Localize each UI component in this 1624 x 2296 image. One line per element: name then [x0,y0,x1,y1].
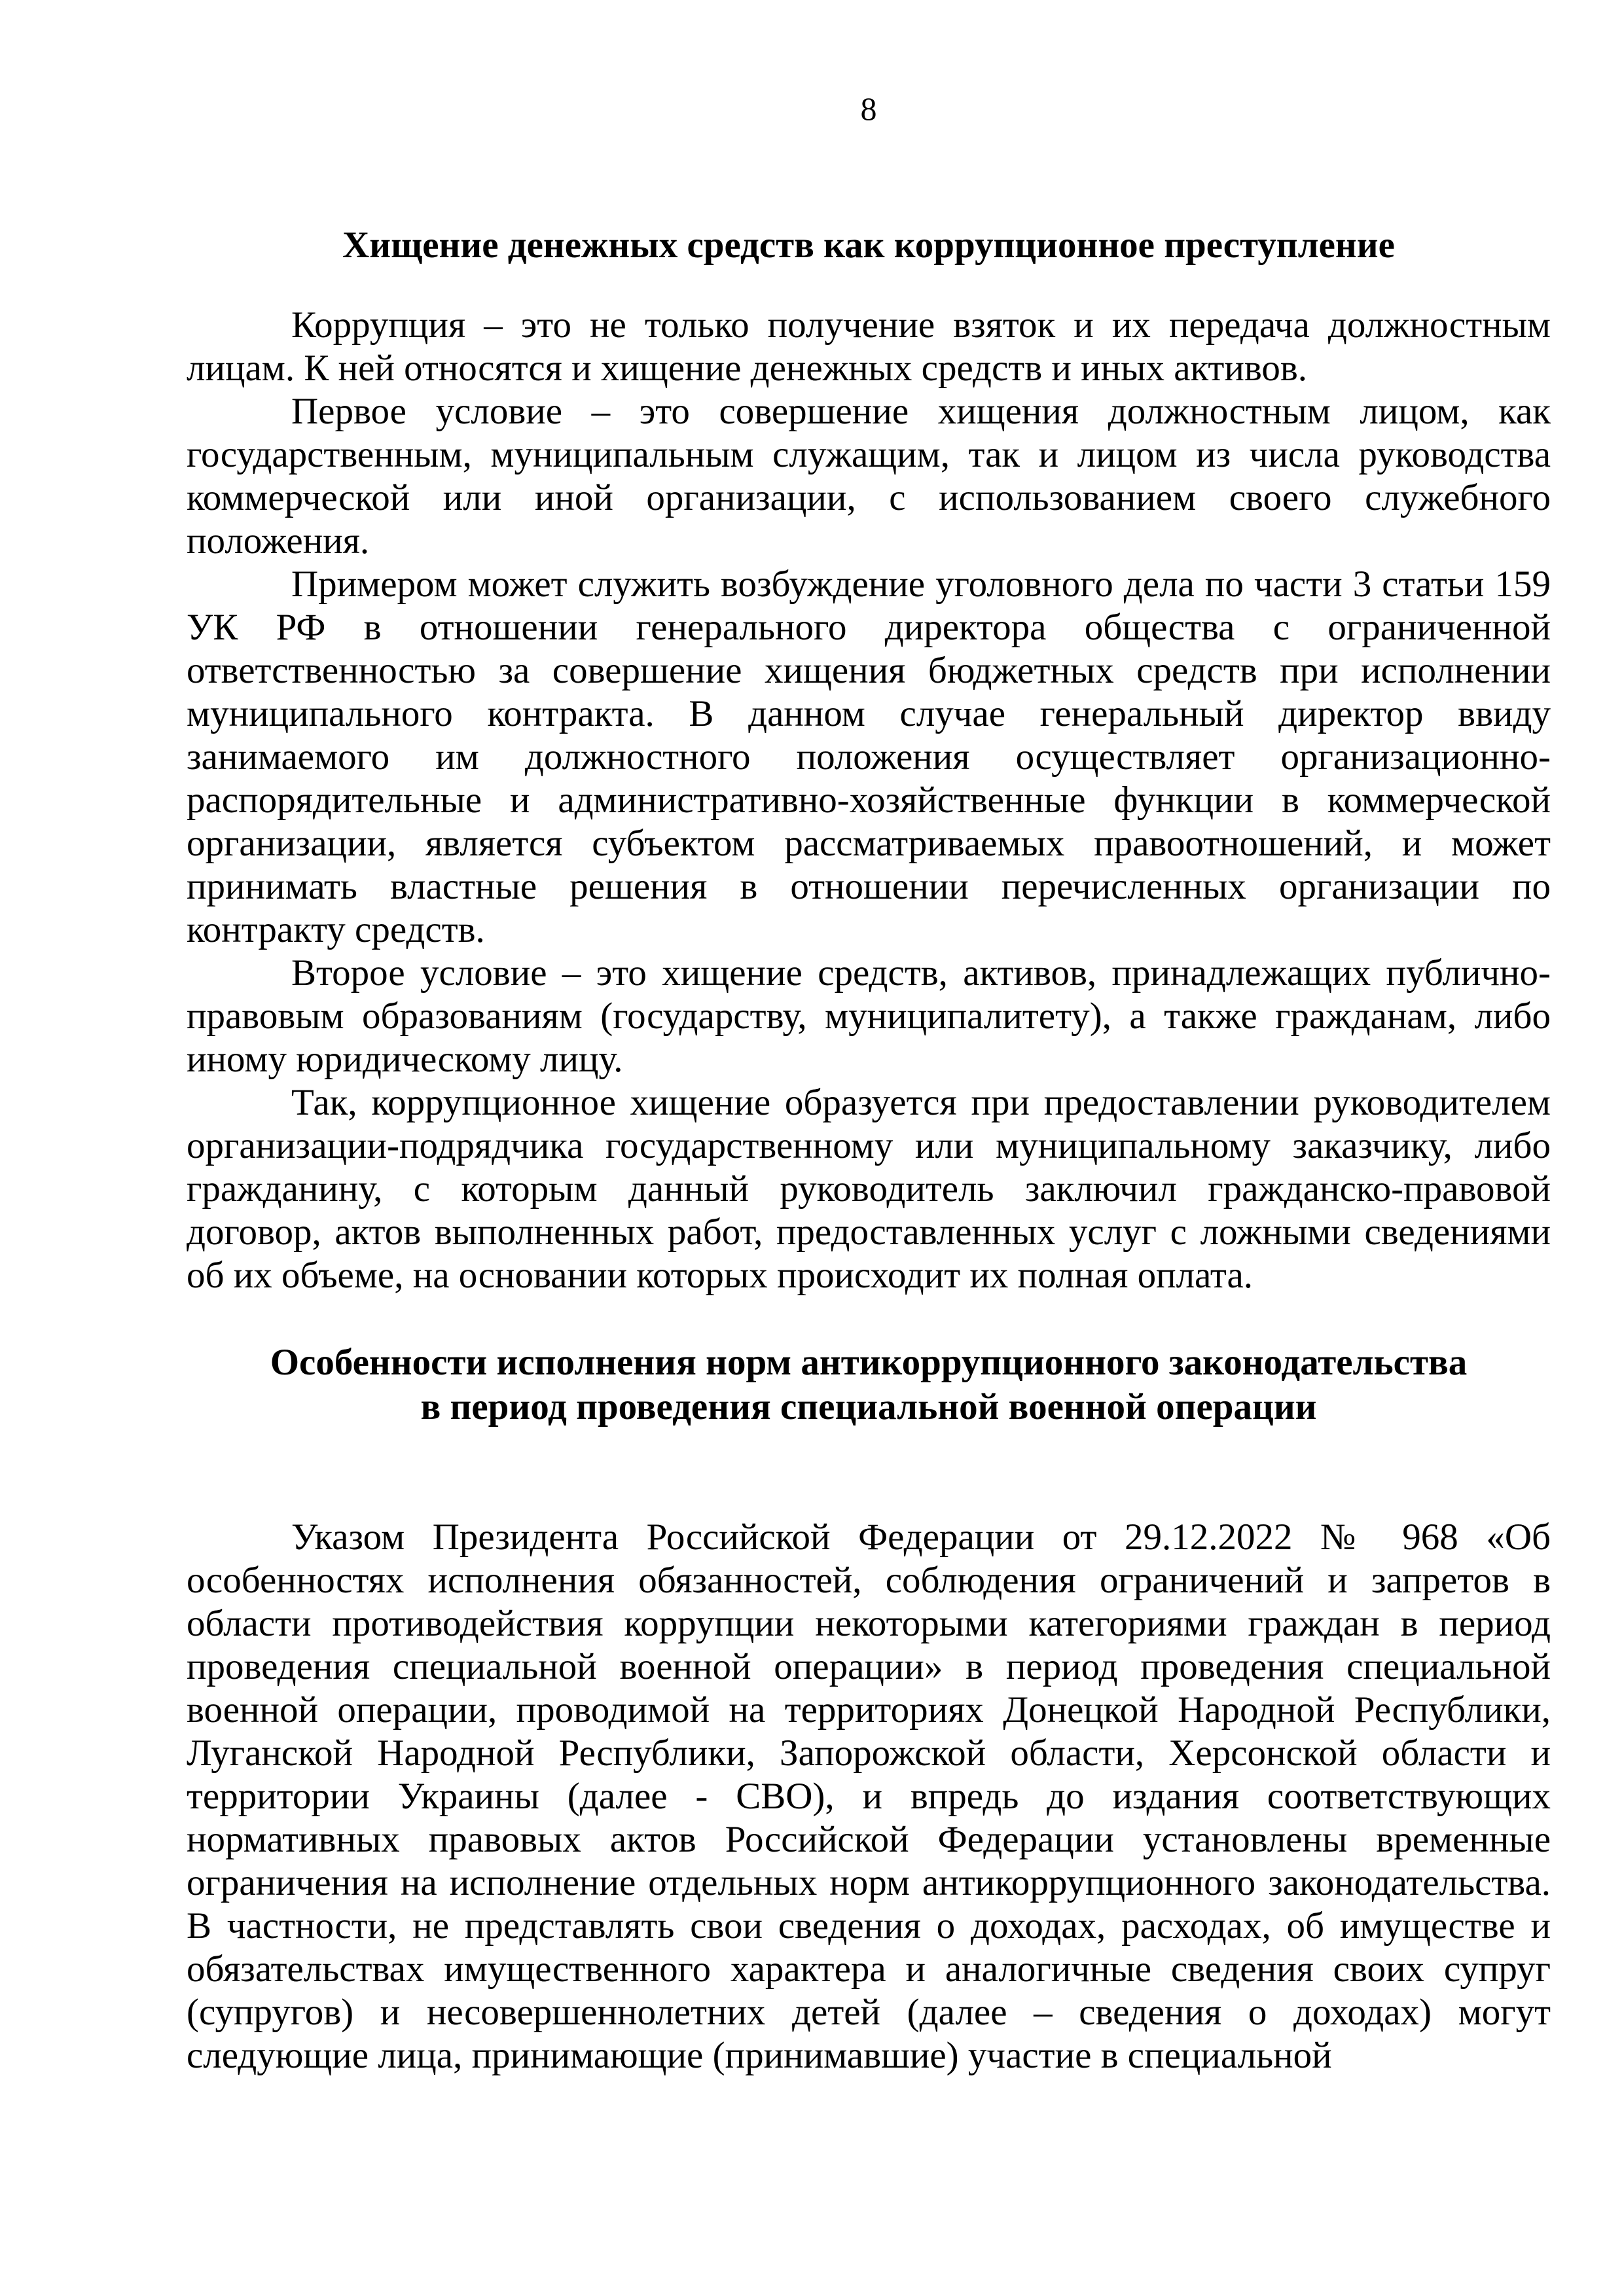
paragraph-contractor-example: Так, коррупционное хищение образуется при предоставлении руководителем организации-подрядчика государственному или муниципальному заказчику, либо гражданину, с которым данный руководитель заключил гражданско-правовой договор, актов выполненных работ, предоставленных услуг с ложными сведениями об их объеме, на основании которых происходит их полная оплата. [187,1082,1551,1296]
section-title-anticorruption-svo [187,1340,1551,1429]
paragraph-second-condition: Второе условие – это хищение средств, активов, принадлежащих публично-правовым образованиям (государству, муниципалитету), а также гражданам, либо иному юридическому лицу. [187,952,1551,1080]
paragraph-corruption-definition: Коррупция – это не только получение взяток и их передача должностным лицам. К ней относятся и хищение денежных средств и иных активов. [187,304,1551,389]
document-content [187,90,1551,2077]
page-number: 8 [860,90,877,127]
section-title-anticorruption-svo-line2: в период проведения специальной военной операции [420,1386,1317,1427]
paragraph-first-condition: Первое условие – это совершение хищения должностным лицом, как государственным, муниципальным служащим, так и лицом из числа руководства коммерческой или иной организации, с использованием своего служебного положения. [187,391,1551,562]
paragraph-presidential-decree-968: Указом Президента Российской Федерации от 29.12.2022 № 968 «Об особенностях исполнения обязанностей, соблюдения ограничений и запретов в области противодействия коррупции некоторыми категориями граждан в период проведения специальной военной операции» в период проведения специальной военной операции, проводимой на территориях Донецкой Народной Республики, Луганской Народной Республики, Запорожской области, Херсонской области и территории Украины (далее - СВО), и впредь до издания соответствующих нормативных правовых актов Российской Федерации установлены временные ограничения на исполнение отдельных норм антикоррупционного законодательства. В частности, не представлять свои сведения о доходах, расходах, об имуществе и обязательствах имущественного характера и аналогичные сведения своих супруг (супругов) и несовершеннолетних детей (далее – сведения о доходах) могут следующие лица, принимающие (принимавшие) участие в специальной [187,1516,1551,2076]
section-title-theft-of-funds: Хищение денежных средств как коррупционное преступление [342,224,1395,266]
paragraph-example-criminal-case: Примером может служить возбуждение уголовного дела по части 3 статьи 159 УК РФ в отношении генерального директора общества с ограниченной ответственностью за совершение хищения бюджетных средств при исполнении муниципального контракта. В данном случае генеральный директор ввиду занимаемого им должностного положения осуществляет организационно-распорядительные и административно-хозяйственные функции в коммерческой организации, является субъектом рассматриваемых правоотношений, и может принимать властные решения в отношении перечисленных организации по контракту средств. [187,564,1551,950]
section-title-anticorruption-svo-line1: Особенности исполнения норм антикоррупционного законодательства [270,1342,1468,1383]
